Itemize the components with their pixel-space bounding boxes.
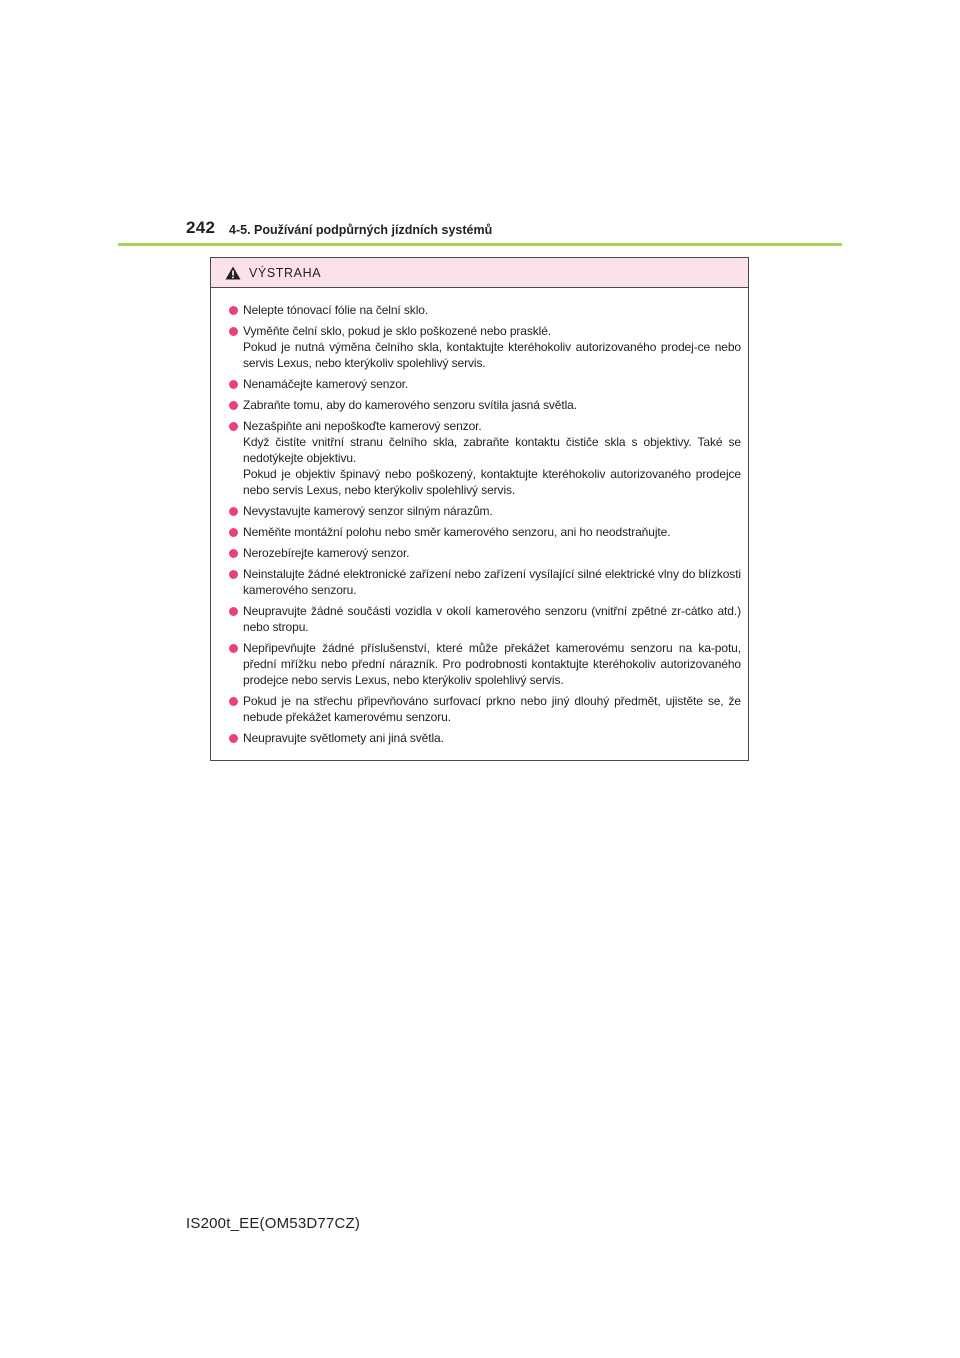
warning-item-text: Neupravujte světlomety ani jiná světla.	[243, 731, 444, 745]
warning-title: VÝSTRAHA	[249, 265, 322, 280]
bullet-icon	[229, 380, 238, 389]
warning-item-text: Vyměňte čelní sklo, pokud je sklo poškozené nebo prasklé.	[243, 324, 552, 338]
warning-item	[229, 545, 741, 561]
warning-item-text: Neinstalujte žádné elektronické zařízení nebo zařízení vysílající silné elektrické vlny do blízkosti kamerového senzoru.	[243, 567, 741, 597]
warning-item	[229, 693, 741, 725]
model-code: IS200t_EE(OM53D77CZ)	[186, 1215, 361, 1232]
warning-item-text: Pokud je objektiv špinavý nebo poškozený, kontaktujte kteréhokoliv autorizovaného prodejce nebo servis Lexus, nebo kterýkoliv spolehlivý servis.	[243, 467, 741, 497]
warning-item-text: Když čistíte vnitřní stranu čelního skla, zabraňte kontaktu čističe skla s objektivy. Také se nedotýkejte objektivu.	[243, 435, 741, 465]
bullet-icon	[229, 697, 238, 706]
bullet-icon	[229, 734, 238, 743]
warning-item	[229, 418, 741, 498]
warning-item	[229, 603, 741, 635]
warning-list	[211, 288, 748, 746]
warning-item-text: Nerozebírejte kamerový senzor.	[243, 546, 410, 560]
warning-header	[211, 258, 748, 288]
warning-item-text: Pokud je nutná výměna čelního skla, kontaktujte kteréhokoliv autorizovaného prodej-ce nebo servis Lexus, nebo kterýkoliv spolehlivý servis.	[243, 340, 741, 370]
warning-item-text: Nevystavujte kamerový senzor silným nárazům.	[243, 504, 493, 518]
warning-item-text: Nelepte tónovací fólie na čelní sklo.	[243, 303, 429, 317]
bullet-icon	[229, 507, 238, 516]
bullet-icon	[229, 549, 238, 558]
bullet-icon	[229, 401, 238, 410]
warning-box	[210, 257, 749, 761]
warning-item-text: Neměňte montážní polohu nebo směr kamerového senzoru, ani ho neodstraňujte.	[243, 525, 671, 539]
warning-item-text: Pokud je na střechu připevňováno surfovací prkno nebo jiný dlouhý předmět, ujistěte se, že nebude překážet kamerovému senzoru.	[243, 694, 741, 724]
warning-item	[229, 302, 741, 318]
page-number: 242	[186, 218, 216, 237]
warning-item	[229, 376, 741, 392]
warning-item	[229, 503, 741, 519]
bullet-icon	[229, 570, 238, 579]
warning-triangle-icon	[225, 266, 241, 280]
header-rule	[118, 243, 842, 246]
warning-item	[229, 397, 741, 413]
bullet-icon	[229, 528, 238, 537]
warning-item-text: Nenamáčejte kamerový senzor.	[243, 377, 409, 391]
bullet-icon	[229, 422, 238, 431]
warning-item-text: Nezašpiňte ani nepoškoďte kamerový senzor.	[243, 419, 482, 433]
bullet-icon	[229, 306, 238, 315]
warning-item-text: Neupravujte žádné součásti vozidla v okolí kamerového senzoru (vnitřní zpětné zr-cátko atd.) nebo stropu.	[243, 604, 741, 634]
bullet-icon	[229, 327, 238, 336]
warning-item	[229, 524, 741, 540]
warning-item	[229, 566, 741, 598]
bullet-icon	[229, 644, 238, 653]
warning-item-text: Zabraňte tomu, aby do kamerového senzoru svítila jasná světla.	[243, 398, 577, 412]
bullet-icon	[229, 607, 238, 616]
warning-item	[229, 640, 741, 688]
warning-item-text: Nepřipevňujte žádné příslušenství, které může překážet kamerovému senzoru na ka-potu, přední mřížku nebo přední nárazník. Pro podrobnosti kontaktujte kteréhokoliv autorizovaného prodejce nebo servis Lexus, nebo kterýkoliv spolehlivý servis.	[243, 641, 741, 687]
section-title: 4-5. Používání podpůrných jízdních systémů	[229, 223, 493, 237]
warning-item	[229, 730, 741, 746]
warning-item	[229, 323, 741, 371]
